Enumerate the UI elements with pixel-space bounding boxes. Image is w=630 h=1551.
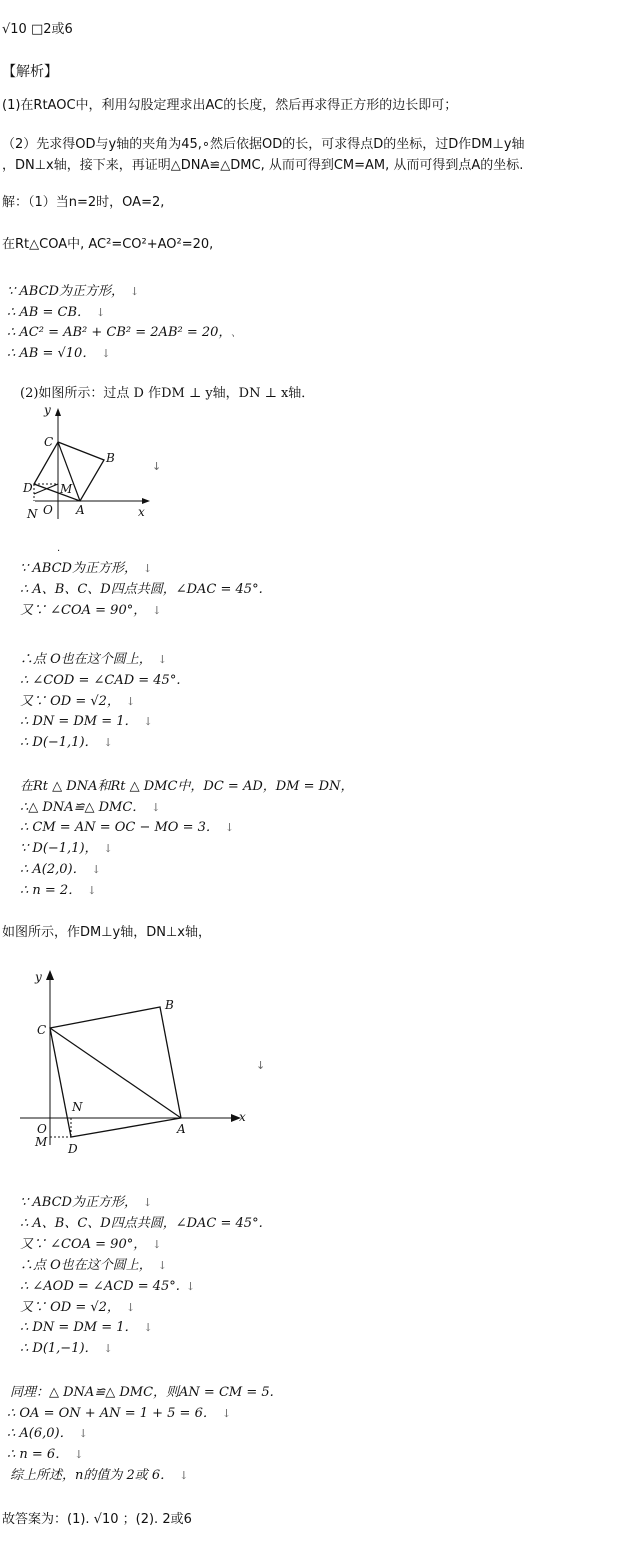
proof-6-line-5: 综上所述，n的值为 2或 6． ↓	[10, 1468, 189, 1483]
fig2-label-m: M	[35, 1135, 48, 1149]
fig2-label-d: D	[68, 1142, 78, 1156]
fig1-label-x: x	[138, 505, 145, 519]
proof-5-line-7: ∴ DN = DM = 1． ↓	[20, 1320, 153, 1335]
proof-4-line-2: ∴△ DNA≌△ DMC． ↓	[20, 800, 161, 815]
proof-2-line-2: ∴ A、B、C、D四点共圆，∠DAC = 45°.	[20, 582, 263, 597]
proof-3-line-5: ∴ D(−1,1)． ↓	[20, 735, 113, 750]
dot-mark: .	[57, 543, 61, 554]
proof-1-line-3: ∴ AC² = AB² + CB² = 2AB² = 20， 、	[7, 325, 242, 340]
figure-2	[15, 965, 255, 1160]
proof-4-line-3: ∴ CM = AN = OC − MO = 3． ↓	[20, 820, 235, 835]
analysis-header: 【解析】	[2, 64, 58, 80]
proof-1-line-1: ∵ ABCD为正方形， ↓	[7, 284, 140, 299]
fig1-label-n: N	[27, 507, 38, 521]
proof-1-line-2: ∴ AB = CB． ↓	[7, 305, 106, 320]
proof-5-line-1: ∵ ABCD为正方形， ↓	[20, 1195, 153, 1210]
proof-6-line-3: ∴ A(6,0)． ↓	[7, 1426, 88, 1441]
fig1-label-m: M	[60, 482, 73, 496]
proof-4-line-6: ∴ n = 2． ↓	[20, 883, 97, 898]
fig1-label-o: O	[43, 503, 53, 517]
analysis-line-2a: （2）先求得OD与y轴的夹角为45,∘然后依据OD的长，可求得点D的坐标，过D作DM⊥y轴	[2, 137, 525, 152]
analysis-line-2b: ，DN⊥x轴，接下来，再证明△DNA≌△DMC, 从而可得到CM=AM, 从而可得到点A的坐标.	[2, 158, 524, 173]
proof-5-line-8: ∴ D(1,−1)． ↓	[20, 1341, 113, 1356]
proof-4-line-5: ∴ A(2,0)． ↓	[20, 862, 101, 877]
fig1-label-c: C	[44, 435, 54, 449]
fig1-label-a: A	[76, 503, 85, 517]
arrow-mark: ↓	[152, 460, 162, 473]
fig2-label-b: B	[165, 998, 174, 1012]
proof-3-line-1: ∴点 O也在这个圆上， ↓	[20, 652, 168, 667]
fig2-label-n: N	[72, 1100, 83, 1114]
proof-3-line-4: ∴ DN = DM = 1． ↓	[20, 714, 153, 729]
fig2-label-c: C	[37, 1023, 47, 1037]
analysis-line-1: (1)在RtAOC中，利用勾股定理求出AC的长度，然后再求得正方形的边长即可；	[2, 98, 458, 113]
case-2-intro: 如图所示，作DM⊥y轴，DN⊥x轴，	[2, 925, 211, 940]
fig2-label-a: A	[177, 1122, 186, 1136]
final-answer: 故答案为：(1). √10 ；(2). 2或6	[2, 1512, 192, 1527]
solution-line-2: 在Rt△COA中, AC²=CO²+AO²=20,	[2, 237, 214, 252]
proof-6-line-2: ∴ OA = ON + AN = 1 + 5 = 6． ↓	[7, 1406, 232, 1421]
fig2-label-x: x	[239, 1110, 246, 1124]
proof-6-line-1: 同理：△ DNA≌△ DMC，则AN = CM = 5.	[10, 1385, 274, 1400]
proof-3-line-2: ∴ ∠COD = ∠CAD = 45°.	[20, 673, 181, 688]
proof-4-line-4: ∵ D(−1,1)， ↓	[20, 841, 113, 856]
proof-4-line-1: 在Rt △ DNA和Rt △ DMC中，DC = AD，DM = DN，	[20, 779, 354, 794]
fig2-label-y: y	[35, 970, 42, 984]
fig1-label-b: B	[106, 451, 115, 465]
fig2-label-o: O	[37, 1122, 47, 1136]
proof-3-line-3: 又∵ OD = √2， ↓	[20, 694, 136, 709]
solution-line-1: 解：（1）当n=2时，OA=2,	[2, 195, 165, 210]
proof-2-line-3: 又∵ ∠COA = 90°， ↓	[20, 603, 162, 618]
proof-2-line-1: ∵ ABCD为正方形， ↓	[20, 561, 153, 576]
proof-5-line-2: ∴ A、B、C、D四点共圆，∠DAC = 45°.	[20, 1216, 263, 1231]
proof-5-line-4: ∴点 O也在这个圆上， ↓	[20, 1258, 168, 1273]
proof-5-line-6: 又∵ OD = √2， ↓	[20, 1300, 136, 1315]
proof-5-line-3: 又∵ ∠COA = 90°， ↓	[20, 1237, 162, 1252]
fig1-label-d: D	[23, 481, 33, 495]
arrow-mark-2: ↓	[256, 1059, 266, 1072]
figure-1	[20, 404, 160, 524]
fig1-label-y: y	[44, 403, 51, 417]
answer-line: √10 □2或6	[2, 22, 73, 37]
proof-6-line-4: ∴ n = 6． ↓	[7, 1447, 84, 1462]
proof-5-line-5: ∴ ∠AOD = ∠ACD = 45°. ↓	[20, 1279, 196, 1294]
part-2-intro: (2)如图所示：过点 D 作DM ⊥ y轴，DN ⊥ x轴．	[20, 386, 315, 401]
proof-1-line-4: ∴ AB = √10． ↓	[7, 346, 111, 361]
